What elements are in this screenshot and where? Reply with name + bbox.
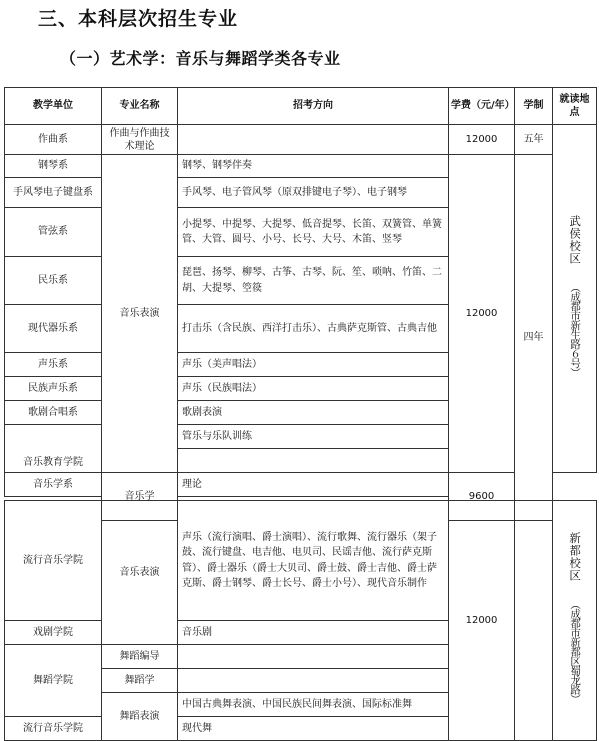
unit-cell: 歌剧合唱系 <box>5 401 102 425</box>
section-heading: 三、本科层次招生专业 <box>38 8 239 30</box>
unit-cell: 民乐系 <box>5 257 102 305</box>
unit-cell: 作曲系 <box>5 125 102 155</box>
direction-cell: 打击乐（含民族、西洋打击乐）、古典萨克斯管、古典吉他 <box>178 305 449 353</box>
fee-cell: 12000 <box>449 501 515 741</box>
direction-cell: 手风琴、电子管风琴（原双排键电子琴）、电子钢琴 <box>178 178 449 208</box>
header-campus: 就读地点 <box>553 88 597 125</box>
major-cell: 舞蹈学 <box>102 669 178 693</box>
major-cell: 舞蹈编导 <box>102 645 178 669</box>
fee-cell: 12000 <box>449 155 515 473</box>
unit-cell: 戏剧学院 <box>5 621 102 645</box>
header-fee: 学费（元/年） <box>449 88 515 125</box>
direction-cell <box>178 669 449 693</box>
table-row <box>5 125 597 155</box>
direction-cell: 现代舞 <box>178 717 449 741</box>
unit-cell: 民族声乐系 <box>5 377 102 401</box>
unit-cell: 流行音乐学院 <box>5 501 102 621</box>
header-major: 专业名称 <box>102 88 178 125</box>
table-row <box>5 473 597 497</box>
direction-cell: 理论 <box>178 473 449 497</box>
direction-cell: 声乐（民族唱法） <box>178 377 449 401</box>
majors-table <box>4 87 597 521</box>
majors-table-lower <box>4 500 597 741</box>
major-cell: 音乐表演 <box>102 155 178 473</box>
direction-cell: 琵琶、扬琴、柳琴、古筝、古琴、阮、笙、唢呐、竹笛、二胡、大提琴、箜篌 <box>178 257 449 305</box>
major-cell: 作曲与作曲技术理论 <box>102 125 178 155</box>
duration-cell-continued <box>515 501 553 741</box>
campus-address: （成都市新生路６号） <box>569 282 582 377</box>
campus-cell-xindu <box>553 501 597 741</box>
unit-cell: 音乐学系 <box>5 473 102 497</box>
major-cell: 舞蹈表演 <box>102 693 178 741</box>
duration-cell: 四年 <box>515 155 553 521</box>
campus-name: 新都校区 <box>568 531 583 582</box>
unit-cell: 管弦系 <box>5 208 102 257</box>
unit-cell: 流行音乐学院 <box>5 717 102 741</box>
duration-cell: 五年 <box>515 125 553 155</box>
unit-cell: 手风琴电子键盘系 <box>5 178 102 208</box>
unit-cell: 舞蹈学院 <box>5 645 102 717</box>
direction-cell: 小提琴、中提琴、大提琴、低音提琴、长笛、双簧管、单簧管、大管、圆号、小号、长号、大号、木笛、竖琴 <box>178 208 449 257</box>
table-row <box>5 501 597 621</box>
direction-cell: 音乐剧 <box>178 621 449 645</box>
fee-cell: 12000 <box>449 125 515 155</box>
direction-cell <box>178 125 449 155</box>
header-duration: 学制 <box>515 88 553 125</box>
campus-name: 武侯校区 <box>568 214 583 265</box>
unit-cell: 声乐系 <box>5 353 102 377</box>
unit-cell: 音乐教育学院 <box>5 425 102 473</box>
major-cell: 音乐学 <box>102 473 178 521</box>
major-cell: 音乐表演 <box>102 501 178 645</box>
direction-cell: 钢琴、钢琴伴奏 <box>178 155 449 178</box>
header-unit: 教学单位 <box>5 88 102 125</box>
campus-address: （成都市新都区蜀龙路） <box>569 599 582 704</box>
direction-cell: 管乐与乐队训练 <box>178 425 449 449</box>
direction-cell: 声乐（流行演唱、爵士演唱）、流行歌舞、流行器乐（架子鼓、流行键盘、电吉他、电贝司、民谣吉他、流行萨克斯管）、爵士器乐（爵士大贝司、爵士鼓、爵士吉他、爵士萨克斯、爵士钢琴、爵士长号、爵士小号）、现代音乐制作 <box>178 501 449 621</box>
unit-cell: 钢琴系 <box>5 155 102 178</box>
header-direction: 招考方向 <box>178 88 449 125</box>
direction-cell: 中国古典舞表演、中国民族民间舞表演、国际标准舞 <box>178 693 449 717</box>
direction-cell: 歌剧表演 <box>178 401 449 425</box>
table-header-row <box>5 88 597 125</box>
subsection-heading: （一）艺术学：音乐与舞蹈学类各专业 <box>60 49 341 68</box>
unit-cell: 现代器乐系 <box>5 305 102 353</box>
direction-cell <box>178 449 449 473</box>
campus-cell-wuhou <box>553 125 597 473</box>
fee-cell: 9600 <box>449 473 515 521</box>
direction-cell <box>178 645 449 669</box>
direction-cell: 声乐（美声唱法） <box>178 353 449 377</box>
table-row <box>5 155 597 178</box>
